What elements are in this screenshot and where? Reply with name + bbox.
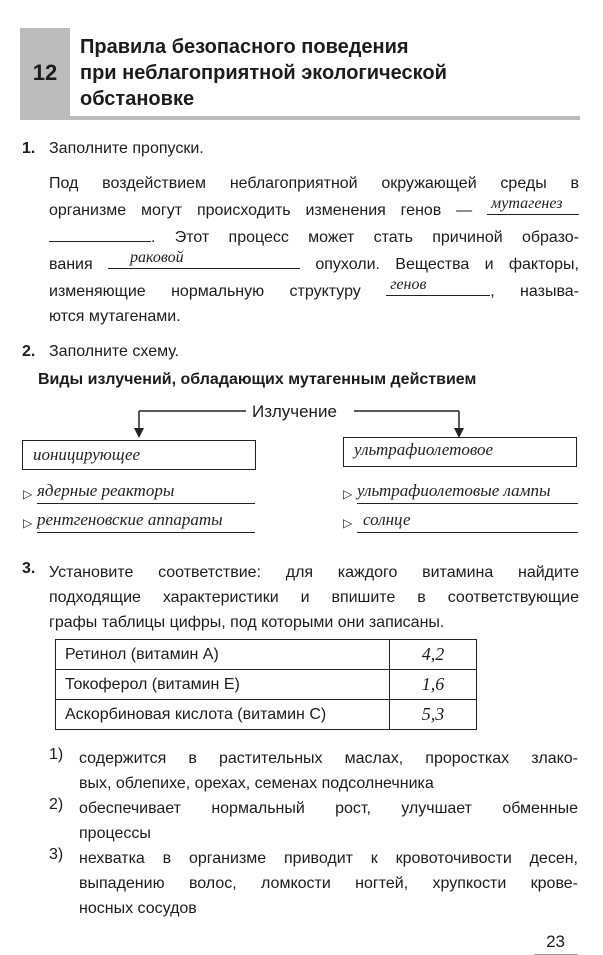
title-line: Правила безопасного поведения [80, 36, 409, 58]
q1-answer-3: генов [390, 276, 427, 293]
left-item-answer: ядерные реакторы [37, 481, 175, 500]
q1-answer-2: раковой [129, 249, 184, 266]
q1-instruction: Заполните пропуски. [49, 140, 204, 157]
table-row [56, 670, 477, 700]
vitamin-answer-cell[interactable]: 1,6 [390, 670, 477, 700]
scheme-root-label: Излучение [252, 402, 337, 421]
right-item-answer: ультрафиолетовые лампы [357, 481, 551, 500]
list-item-number: 1) [49, 746, 64, 763]
q1-answer-1: мутагенез [491, 195, 563, 212]
vitamin-answer-cell[interactable]: 4,2 [390, 640, 477, 670]
page-number: 23 [546, 932, 565, 951]
list-item-line: процессы [79, 825, 151, 842]
left-box-answer: ионицирующее [33, 445, 141, 464]
list-item-line: нехватка в организме приводит к кровоточивости десен, [79, 850, 578, 867]
list-item [79, 746, 578, 796]
list-item [79, 846, 578, 921]
list-item-line: выпадению волос, ломкости ногтей, хрупкости крове- [79, 875, 578, 892]
bullet-icon: ▷ [23, 516, 33, 530]
vitamin-name: Аскорбиновая кислота (витамин С) [56, 700, 390, 730]
q1-text: , называ- [490, 283, 579, 300]
table-row [56, 640, 477, 670]
q1-text: опухоли. Вещества и факторы, [315, 256, 579, 273]
q1-number: 1. [22, 140, 36, 157]
arrow-left-head [134, 428, 144, 438]
scheme-left-box[interactable] [22, 440, 256, 470]
q1-text: изменяющие нормальную структуру [49, 283, 361, 300]
left-item-answer: рентгеновские аппараты [37, 510, 223, 529]
list-item-line: носных сосудов [79, 900, 197, 917]
list-item-line: содержится в растительных маслах, проростках злако- [79, 750, 578, 767]
q1-line-6: ются мутагенами. [49, 308, 181, 325]
table-row [56, 700, 477, 730]
vitamin-answer-cell[interactable]: 5,3 [390, 700, 477, 730]
q3-number: 3. [22, 560, 36, 577]
section-number: 12 [32, 60, 58, 85]
q1-text: вания [49, 256, 93, 273]
title-line: обстановке [80, 88, 195, 110]
vitamin-table [55, 639, 477, 730]
right-box-answer: ультрафиолетовое [354, 440, 494, 459]
q2-number: 2. [22, 343, 36, 360]
q3-instruction-line: подходящие характеристики и впишите в соответствующие [49, 589, 579, 606]
scheme-right-box[interactable] [343, 437, 577, 467]
q3-instruction-line: графы таблицы цифры, под которыми они записаны. [49, 614, 445, 631]
scheme-title: Виды излучений, обладающих мутагенным действием [38, 371, 477, 388]
q1-line-1: Под воздействием неблагоприятной окружающей среды в [49, 175, 579, 192]
bullet-icon: ▷ [343, 516, 353, 530]
q3-instruction [49, 560, 579, 635]
list-item-number: 2) [49, 796, 64, 813]
bullet-icon: ▷ [23, 487, 33, 501]
scheme-right-item-2[interactable] [357, 510, 578, 533]
right-item-answer: солнце [363, 510, 411, 529]
vitamin-name: Токоферол (витамин Е) [56, 670, 390, 700]
bullet-icon: ▷ [343, 487, 353, 501]
vitamin-name: Ретинол (витамин А) [56, 640, 390, 670]
title-line: при неблагоприятной экологической [80, 62, 447, 84]
list-item-number: 3) [49, 846, 64, 863]
list-item-line: вых, облепихе, орехах, семенах подсолнечника [79, 775, 434, 792]
q1-text: организме могут происходить изменения генов — [49, 202, 473, 219]
list-item-line: обеспечивает нормальный рост, улучшает обменные [79, 800, 578, 817]
scheme-left-item-2[interactable] [37, 510, 255, 533]
q1-text: . Этот процесс может стать причиной образо- [151, 229, 579, 246]
q2-instruction: Заполните схему. [49, 343, 180, 360]
list-item [79, 796, 578, 846]
scheme-right-item-1[interactable] [357, 481, 578, 504]
scheme-left-item-1[interactable] [37, 481, 255, 504]
q3-instruction-line: Установите соответствие: для каждого витамина найдите [49, 564, 579, 581]
